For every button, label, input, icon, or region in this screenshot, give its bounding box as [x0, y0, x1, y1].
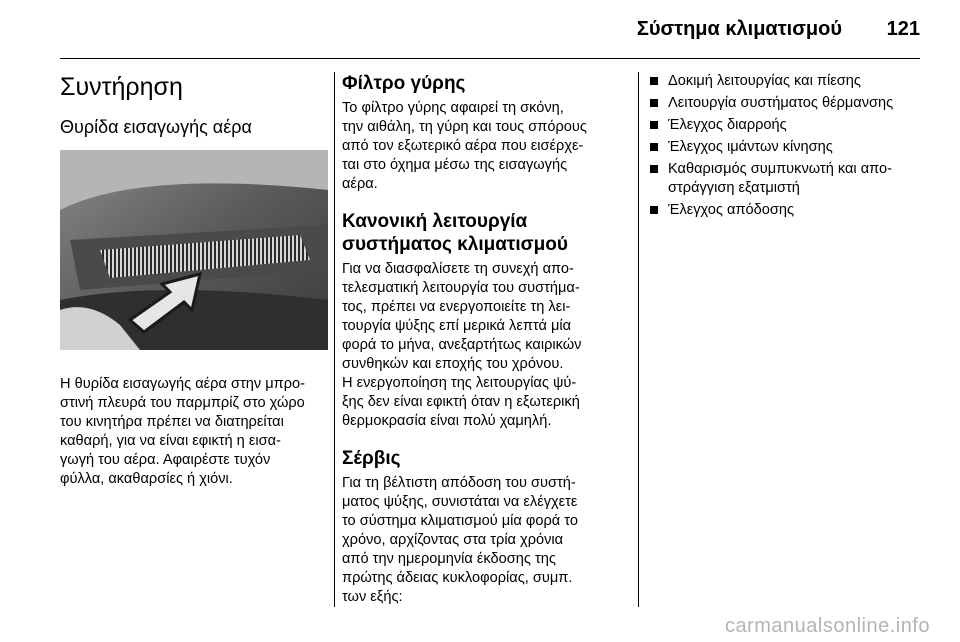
bullet-square-icon — [650, 206, 658, 214]
list-item: Έλεγχος διαρροής — [650, 116, 922, 135]
list-item: Δοκιμή λειτουργίας και πίεσης — [650, 72, 922, 91]
bullet-square-icon — [650, 165, 658, 173]
list-item: Καθαρισμός συμπυκνωτή και απο- στράγγιση εξατμιστή — [650, 160, 922, 198]
heading-pollen-filter: Φίλτρο γύρης — [342, 73, 466, 94]
list-item: Έλεγχος ιμάντων κίνησης — [650, 138, 922, 157]
list-item: Έλεγχος απόδοσης — [650, 201, 922, 220]
column-1 — [60, 72, 328, 489]
heading-service: Σέρβις — [342, 448, 401, 469]
pollen-filter-text: Το φίλτρο γύρης αφαιρεί τη σκόνη, την αιθάλη, τη γύρη και τους σπόρους από τον εξωτερικό αέρα που εισέρχε- ται στο όχημα μέσω της εισαγωγής αέρα. — [342, 100, 587, 192]
header-rule — [60, 58, 920, 59]
column-3 — [650, 72, 922, 223]
column-2 — [342, 72, 624, 607]
air-inlet-photo — [60, 150, 328, 350]
section-heading-maintenance: Συντήρηση — [60, 73, 183, 101]
normal-operation-text: Για να διασφαλίσετε τη συνεχή απο- τελεσματική λειτουργία του συστήμα- τος, πρέπει να ενεργοποιείτε τη λει- τουργία ψύξης επί μερικά λεπτά μία φορά το μήνα, ανεξαρτήτως καιρικών συνθηκών και εποχής του χρόνου. Η ενεργοποίηση της λειτουργίας ψύ- ξης δεν είναι εφικτή όταν η εξωτερική θερμοκρασία είναι πολύ χαμηλή. — [342, 261, 582, 429]
bullet-square-icon — [650, 99, 658, 107]
bullet-square-icon — [650, 77, 658, 85]
watermark: carmanualsonline.info — [724, 615, 930, 637]
service-text: Για τη βέλτιστη απόδοση του συστή- ματος ψύξης, συνιστάται να ελέγχετε το σύστημα κλιματισμού μία φορά το χρόνο, αρχίζοντας στα τρία χρόνια από την ημερομηνία έκδοσης της πρώτης άδειας κυκλοφορίας, συμπ. των εξής: — [342, 475, 578, 605]
subheading-air-inlet: Θυρίδα εισαγωγής αέρα — [60, 117, 252, 137]
list-item: Λειτουργία συστήματος θέρμανσης — [650, 94, 922, 113]
column-separator-2 — [638, 72, 639, 607]
page-number: 121 — [886, 18, 920, 40]
heading-normal-operation: Κανονική λειτουργία συστήματος κλιματισμού — [342, 211, 568, 255]
running-header-title: Σύστημα κλιματισμού — [636, 18, 842, 40]
column-separator-1 — [334, 72, 335, 607]
bullet-square-icon — [650, 143, 658, 151]
air-inlet-caption: Η θυρίδα εισαγωγής αέρα στην μπρο- στινή πλευρά του παρμπρίζ στο χώρο του κινητήρα πρέπει να διατηρείται καθαρή, για να είναι εφικτή η εισα- γωγή του αέρα. Αφαιρέστε τυχόν φύλλα, ακαθαρσίες ή χιόνι. — [60, 376, 305, 487]
bullet-square-icon — [650, 121, 658, 129]
service-checklist — [650, 72, 922, 220]
